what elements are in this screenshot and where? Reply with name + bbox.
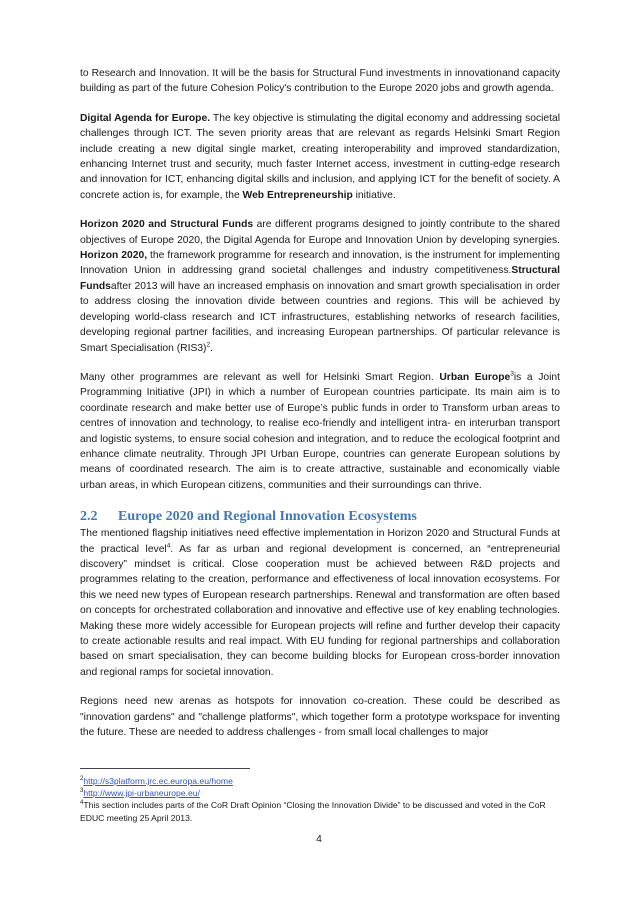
footnote-ref-3[interactable]: 3: [510, 370, 514, 378]
footnote-2: [80, 775, 560, 787]
footnote-ref-2[interactable]: 2: [206, 341, 211, 349]
page-body: [80, 66, 560, 754]
footnote-link-s3platform[interactable]: http://s3platform.jrc.ec.europa.eu/home: [83, 776, 233, 786]
term-horizon-2020: Horizon 2020,: [80, 250, 148, 262]
term-digital-agenda: Digital Agenda for Europe.: [80, 112, 211, 124]
section-heading: [80, 507, 560, 526]
footnote-mark: 4: [80, 800, 84, 807]
paragraph-digital-agenda: Digital Agenda for Europe. The key objective is stimulating the digital economy and addressing societal challenges through ICT. The seven priority areas that are relevant as regards Helsinki Smart Region include creating a new digital single market, creating interoperability and improved standardization, enhancing Internet trust and security, much faster Internet access, investment in cutting-edge research and innovation for ICT, enhancing digital skills and inclusion, and applying ICT for the benefit of society. A concrete action is, for example, the Web Entrepreneurship initiative.: [80, 112, 560, 201]
section-number: 2.2: [80, 509, 98, 525]
term-horizon-structural: Horizon 2020 and Structural Funds: [80, 219, 254, 231]
paragraph-flagship: The mentioned flagship initiatives need effective implementation in Horizon 2020 and Structural Funds at the practical level$^4$. As far as urban and regional development is concerned, an “entrepreneurial discovery” mindset is critical. Close cooperation must be achieved between R&D projects and programmes relating to the creation, performance and effectiveness of local innovation ecosystems. For this we need new types of European research partnerships. Renewal and transformation are often based on concepts for orchestrated collaboration and innovative and effective use of key enabling technologies. Making these more widely accessible for European projects will refine and further develop their capacity to create actionable results and real impact. With EU funding for regional partnerships and collaboration based on smart specialisation, they can become building blocks for European cross-border innovation and regional ramps for societal innovation.: [80, 528, 561, 678]
footnote-link-jpi-urbaneurope[interactable]: http://www.jpi-urbaneurope.eu/: [83, 788, 200, 799]
paragraph-urban-europe: Many other programmes are relevant as well for Helsinki Smart Region. Urban Europe$^3$is a Joint Programming Initiative (JPI) in which a number of European countries participate. Its main aim is to coordinate research and make better use of Europe’s public funds in order to Transform urban areas to centres of innovation and technology, to realise eco-friendly and intelligent intra- en interurban transport and logistic systems, to ensure social cohesion and integration, and to reduce the ecological footprint and enhance climate neutrality. Through JPI Urban Europe, countries can generate European solutions by means of coordinated research. The aim is to create attractive, sustainable and economically viable urban areas, in which European citizens, communities and their surroundings can thrive.: [80, 370, 560, 491]
page-number: 4: [316, 834, 322, 845]
footnote-ref-4[interactable]: 4: [166, 542, 171, 550]
footnote-divider: [80, 768, 250, 769]
footnote-3: [80, 787, 560, 799]
term-urban-europe: Urban Europe: [439, 371, 511, 383]
footnote-mark: 2: [80, 776, 84, 783]
footnotes: [80, 775, 560, 824]
paragraph-horizon: Horizon 2020 and Structural Funds are different programs designed to jointly contribute to the shared objectives of Europe 2020, the Digital Agenda for Europe and Innovation Union by developing synergies. Horizon 2020, the framework programme for research and innovation, is the instrument for implementing Innovation Union in addressing grand societal challenges and industry competitiveness.Structural Fundsafter 2013 will have an increased emphasis on innovation and smart growth specialisation in order to address closing the innovation divide between countries and regions. This will be achieved by developing world-class research and ICT infrastructures, establishing networks of research facilities, developing regional partner facilities, and increasing European partnerships. Of particular relevance is Smart Specialisation $(RIS3)^2$.: [80, 219, 560, 354]
footnote-mark: 3: [80, 788, 84, 795]
paragraph-cohesion: [80, 66, 560, 97]
footnote-text: This section includes parts of the CoR Draft Opinion “Closing the Innovation Divide” to be discussed and voted in the CoR EDUC meeting 25 April 2013.: [80, 800, 546, 823]
paragraph-text: to Research and Innovation. It will be the basis for Structural Fund investments in innovationand capacity building as part of the future Cohesion Policy's contribution to the Europe 2020 jobs and growth agenda.: [80, 68, 560, 95]
section-title: Europe 2020 and Regional Innovation Ecosystems: [118, 509, 417, 525]
term-web-entrepreneurship: Web Entrepreneurship: [242, 189, 353, 201]
footnote-4: [80, 799, 560, 823]
paragraph-regions: Regions need new arenas as hotspots for innovation co-creation. These could be described as "innovation gardens" and "challenge platforms", which together form a prototype workspace for inventing the future. These are needed to address challenges - from small local challenges to major: [80, 696, 560, 739]
term-structural-funds: Structural Funds: [80, 265, 560, 292]
